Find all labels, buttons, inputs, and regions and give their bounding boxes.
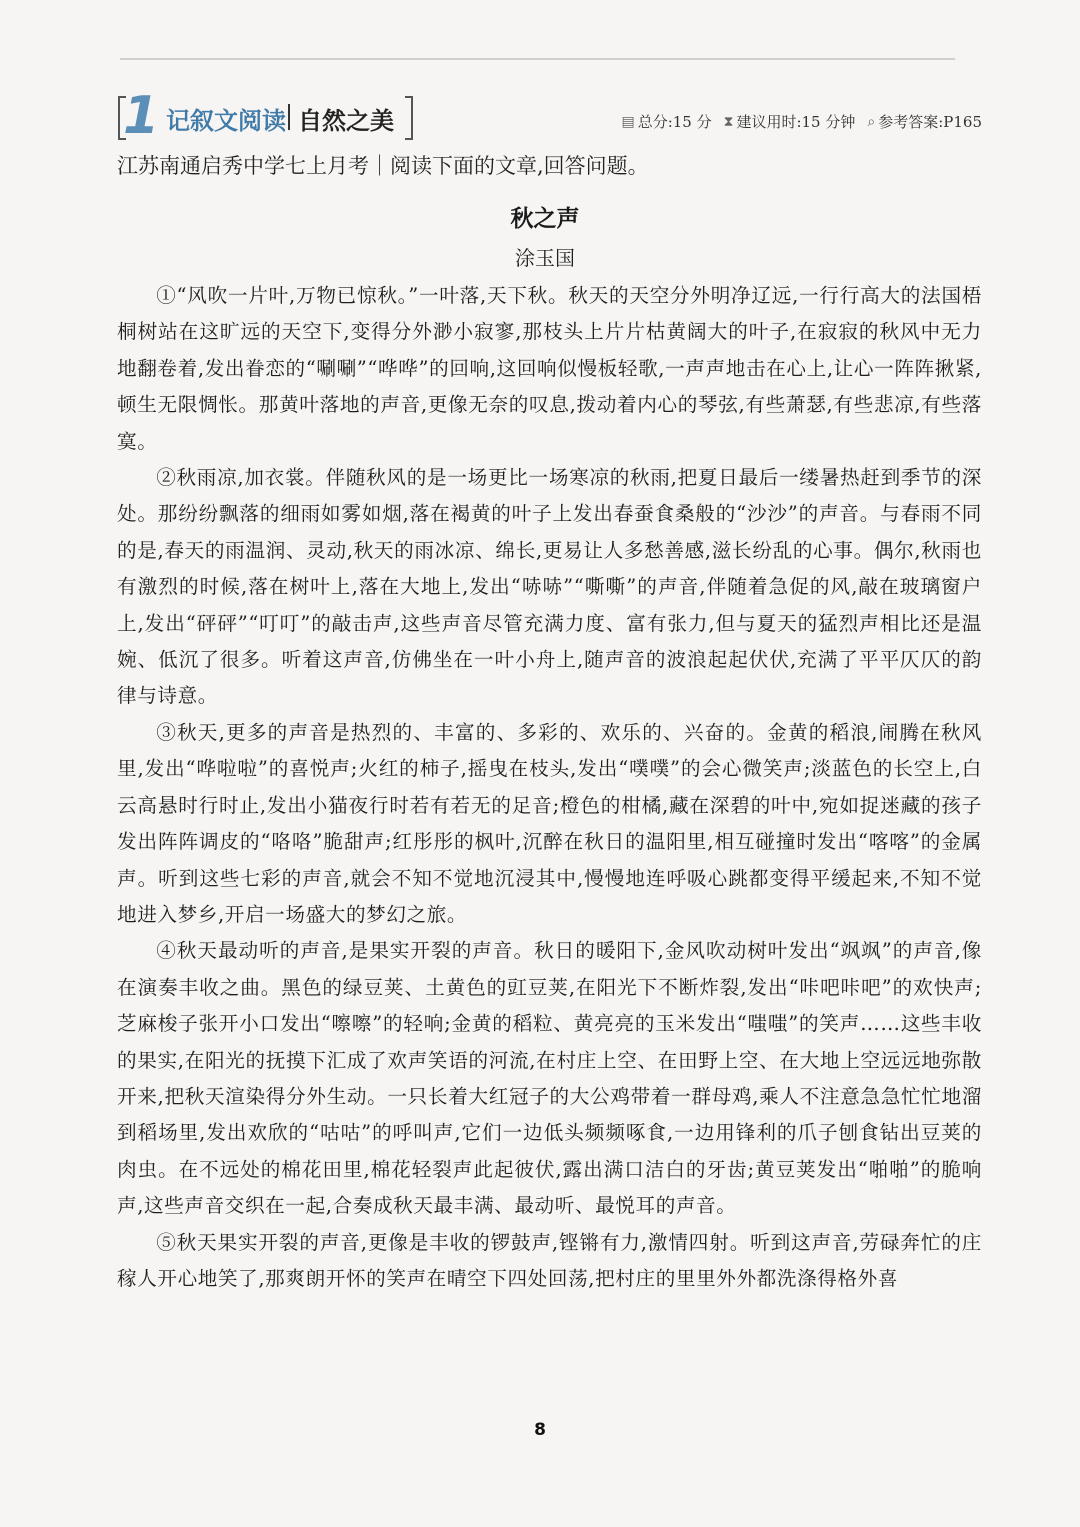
section-theme: 自然之美: [298, 107, 394, 135]
clock-icon: ⧗: [723, 113, 734, 130]
article-author: 涂玉国: [515, 246, 575, 270]
answer-ref: [867, 111, 982, 132]
paragraph-3: ③秋天,更多的声音是热烈的、丰富的、多彩的、欢乐的、兴奋的。金黄的稻浪,闹腾在秋风里,发出“哗啦啦”的喜悦声;火红的柿子,摇曳在枝头,发出“噗噗”的会心微笑声;淡蓝色的长空上,白云高悬时行时止,发出小猫夜行时若有若无的足音;橙色的柑橘,藏在深碧的叶中,宛如捉迷藏的孩子发出阵阵调皮的“咯咯”脆甜声;红彤彤的枫叶,沉醉在秋日的温阳里,相互碰撞时发出“喀喀”的金属声。听到这些七彩的声音,就会不知不觉地沉浸其中,慢慢地连呼吸心跳都变得平缓起来,不知不觉地进入梦乡,开启一场盛大的梦幻之旅。: [117, 720, 982, 926]
section-divider: [288, 104, 290, 130]
bracket-right: [405, 96, 413, 140]
total-score-label: 总分:15 分: [637, 113, 712, 131]
section-title: 记叙文阅读: [166, 107, 286, 135]
suggested-time-label: 建议用时:15 分钟: [736, 113, 856, 131]
article-body: [117, 278, 982, 1297]
meta-bar: [621, 111, 982, 132]
source-line: 江苏南通启秀中学七上月考｜阅读下面的文章,回答问题。: [117, 154, 649, 178]
section-number: 1: [123, 86, 158, 146]
search-icon: ⌕: [867, 113, 876, 130]
paragraph-4: ④秋天最动听的声音,是果实开裂的声音。秋日的暖阳下,金风吹动树叶发出“飒飒”的声音,像在演奏丰收之曲。黑色的绿豆荚、土黄色的豇豆荚,在阳光下不断炸裂,发出“咔吧咔吧”的欢快声;芝麻梭子张开小口发出“嚓嚓”的轻响;金黄的稻粒、黄亮亮的玉米发出“嗤嗤”的笑声……这些丰收的果实,在阳光的抚摸下汇成了欢声笑语的河流,在村庄上空、在田野上空、在大地上空远远地弥散开来,把秋天渲染得分外生动。一只长着大红冠子的大公鸡带着一群母鸡,乘人不注意急急忙忙地溜到稻场里,发出欢欣的“咕咕”的呼叫声,它们一边低头频频啄食,一边用锋利的爪子刨食钻出豆荚的肉虫。在不远处的棉花田里,棉花轻裂声此起彼伏,露出满口洁白的牙齿;黄豆荚发出“啪啪”的脆响声,这些声音交织在一起,合奏成秋天最丰满、最动听、最悦耳的声音。: [117, 939, 982, 1218]
article-title: 秋之声: [510, 205, 580, 232]
suggested-time: [724, 111, 856, 132]
score-icon: ▤: [621, 113, 635, 130]
answer-ref-label: 参考答案:P165: [878, 113, 982, 131]
paragraph-2: ②秋雨凉,加衣裳。伴随秋风的是一场更比一场寒凉的秋雨,把夏日最后一缕暑热赶到季节的深处。那纷纷飘落的细雨如雾如烟,落在褐黄的叶子上发出春蚕食桑般的“沙沙”的声音。与春雨不同的是,春天的雨温润、灵动,秋天的雨冰凉、绵长,更易让人多愁善感,滋长纷乱的心事。偶尔,秋雨也有激烈的时候,落在树叶上,落在大地上,发出“哧哧”“嘶嘶”的声音,伴随着急促的风,敲在玻璃窗户上,发出“砰砰”“叮叮”的敲击声,这些声音尽管充满力度、富有张力,但与夏天的猛烈声相比还是温婉、低沉了很多。听着这声音,仿佛坐在一叶小舟上,随声音的波浪起起伏伏,充满了平平仄仄的韵律与诗意。: [117, 466, 982, 708]
paragraph-1: ①“风吹一片叶,万物已惊秋。”一叶落,天下秋。秋天的天空分外明净辽远,一行行高大的法国梧桐树站在这旷远的天空下,变得分外渺小寂寥,那枝头上片片枯黄阔大的叶子,在寂寂的秋风中无力地翻卷着,发出眷恋的“唰唰”“哗哗”的回响,这回响似慢板轻歌,一声声地击在心上,让心一阵阵揪紧,顿生无限惆怅。那黄叶落地的声音,更像无奈的叹息,拨动着内心的琴弦,有些萧瑟,有些悲凉,有些落寞。: [117, 284, 982, 453]
page-number: 8: [534, 1420, 546, 1440]
top-rule: [120, 58, 955, 60]
section-header: [118, 86, 413, 146]
total-score: [621, 111, 711, 132]
paragraph-5: ⑤秋天果实开裂的声音,更像是丰收的锣鼓声,铿锵有力,激情四射。听到这声音,劳碌奔忙的庄稼人开心地笑了,那爽朗开怀的笑声在晴空下四处回荡,把村庄的里里外外都洗涤得格外喜: [117, 1230, 982, 1290]
